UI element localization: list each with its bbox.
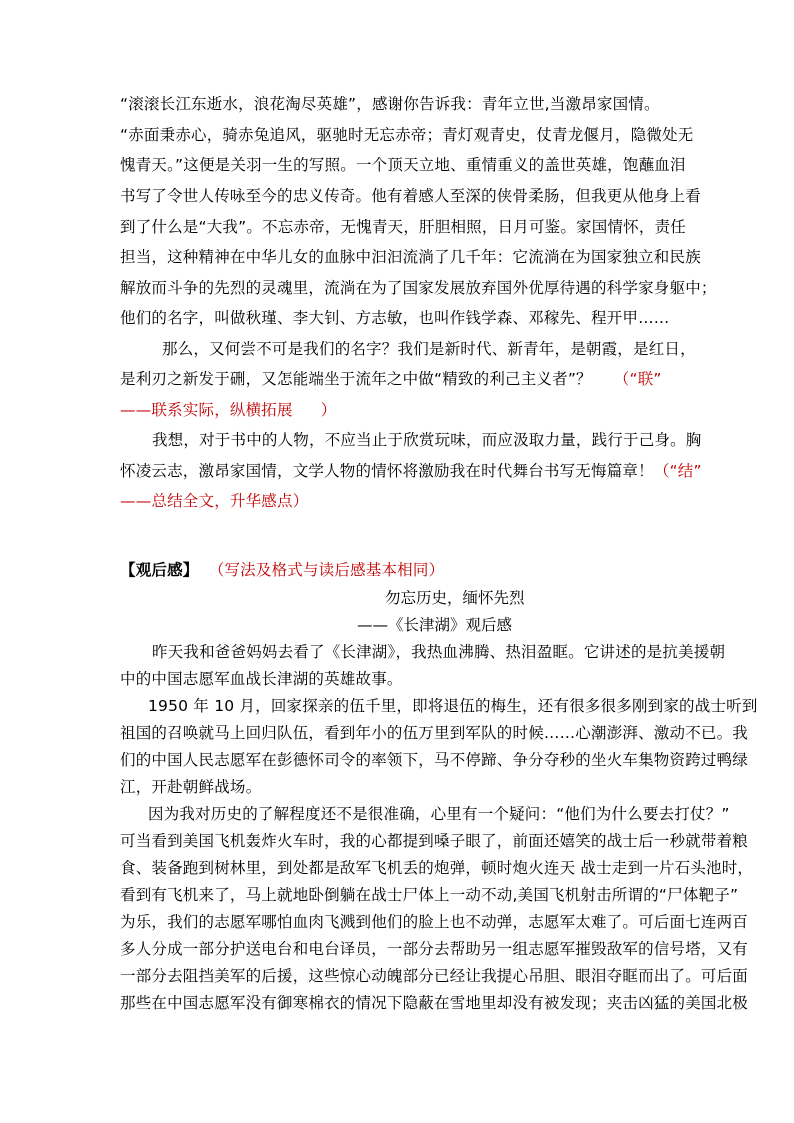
paragraph-line: 可当看到美国飞机轰炸火车时，我的心都提到嗓子眼了，前面还嬉笑的战士后一秒就带着粮 <box>120 832 749 850</box>
annotation-note: （“结” <box>653 462 702 480</box>
paragraph-text: 怀凌云志，激昂家国情，文学人物的情怀将激励我在时代舞台书写无悔篇章！ <box>120 462 654 480</box>
paragraph-line: 愧青天。”这便是关羽一生的写照。一个顶天立地、重情重义的盖世英雄，饱蘸血泪 <box>120 156 686 174</box>
paragraph-line: 为乐，我们的志愿军哪怕血肉飞溅到他们的脸上也不动弹，志愿军太难了。可后面七连两百 <box>120 913 749 931</box>
essay-subtitle: ——《长津湖》观后感 <box>357 616 513 634</box>
annotation-note <box>120 400 336 420</box>
annotation-text: ——联系实际，纵横拓展 <box>120 401 293 419</box>
essay-title: 勿忘历史，缅怀先烈 <box>385 589 525 607</box>
paragraph-line: 那些在中国志愿军没有御寒棉衣的情况下隐蔽在雪地里却没有被发现；夹击凶猛的美国北极 <box>120 994 749 1012</box>
paragraph-line: 们的中国人民志愿军在彭德怀司令的率领下，马不停蹄、争分夺秒的坐火车集物资跨过鸭绿 <box>120 751 749 769</box>
paragraph-line: 一部分去阻挡美军的后援，这些惊心动魄部分已经让我提心吊胆、眼泪夺眶而出了。可后面 <box>120 967 749 985</box>
annotation-note: ——总结全文，升华感点） <box>120 492 309 510</box>
paragraph-line: 他们的名字，叫做秋瑾、李大钊、方志敏，也叫作钱学森、邓稼先、程开甲…… <box>120 309 670 327</box>
paragraph-line: 看到有飞机来了，马上就地卧倒躺在战士尸体上一动不动,美国飞机射击所谓的“尸体靶子” <box>120 886 739 904</box>
paragraph-line <box>120 461 702 481</box>
paragraph-line: 食、装备跑到树林里，到处都是敌军飞机丢的炮弹，顿时炮火连天 战士走到一片石头池时， <box>120 859 754 877</box>
paragraph-line: 书写了令世人传咏至今的忠义传奇。他有着感人至深的侠骨柔肠，但我更从他身上看 <box>120 187 701 205</box>
section-label: 【观后感】 <box>120 561 199 579</box>
paragraph-line: “赤面秉赤心，骑赤兔追风，驱驰时无忘赤帝；青灯观青史，仗青龙偃月，隐微处无 <box>120 126 694 144</box>
annotation-close: ） <box>320 401 337 419</box>
paragraph-line: 因为我对历史的了解程度还不是很准确，心里有一个疑问：“他们为什么要去打仗？” <box>148 805 730 823</box>
paragraph-line: 多人分成一部分护送电台和电台译员，一部分去帮助另一组志愿军摧毁敌军的信号塔，又有 <box>120 940 749 958</box>
paragraph-line: 昨天我和爸爸妈妈去看了《长津湖》，我热血沸腾、热泪盈眶。它讲述的是抗美援朝 <box>152 643 726 661</box>
paragraph-line: 江，开赴朝鲜战场。 <box>120 778 262 796</box>
paragraph-line: 中的中国志愿军血战长津湖的英雄故事。 <box>120 670 403 688</box>
paragraph-line: 担当，这种精神在中华儿女的血脉中汩汩流淌了几千年：它流淌在为国家独立和民族 <box>120 248 701 266</box>
section-note: （写法及格式与读后感基本相同） <box>216 561 445 579</box>
annotation-note: （“联” <box>613 370 662 388</box>
paragraph-text: 是利刃之新发于硎，又怎能端坐于流年之中做“精致的利己主义者”？ <box>120 370 592 388</box>
paragraph-line: “滚滚长江东逝水，浪花淘尽英雄”，感谢你告诉我：青年立世,当激昂家国情。 <box>120 95 660 113</box>
paragraph-line: 那么，又何尝不可是我们的名字？我们是新时代、新青年，是朝霞，是红日， <box>162 340 696 358</box>
paragraph-line: 到了什么是“大我”。不忘赤帝，无愧青天，肝胆相照，日月可鉴。家国情怀，责任 <box>120 218 686 236</box>
paragraph-line: 解放而斗争的先烈的灵魂里，流淌在为了国家发展放弃国外优厚待遇的科学家身躯中； <box>120 279 717 297</box>
section-heading <box>120 560 444 580</box>
paragraph-line <box>120 369 662 389</box>
paragraph-line: 1950 年 10 月，回家探亲的伍千里，即将退伍的梅生，还有很多很多刚到家的战士听到 <box>148 697 758 715</box>
paragraph-line: 我想，对于书中的人物，不应当止于欣赏玩味，而应汲取力量，践行于己身。胸 <box>152 431 702 449</box>
paragraph-line: 祖国的召唤就马上回归队伍，看到年小的伍万里到军队的时候……心潮澎湃、激动不已。我 <box>120 724 749 742</box>
